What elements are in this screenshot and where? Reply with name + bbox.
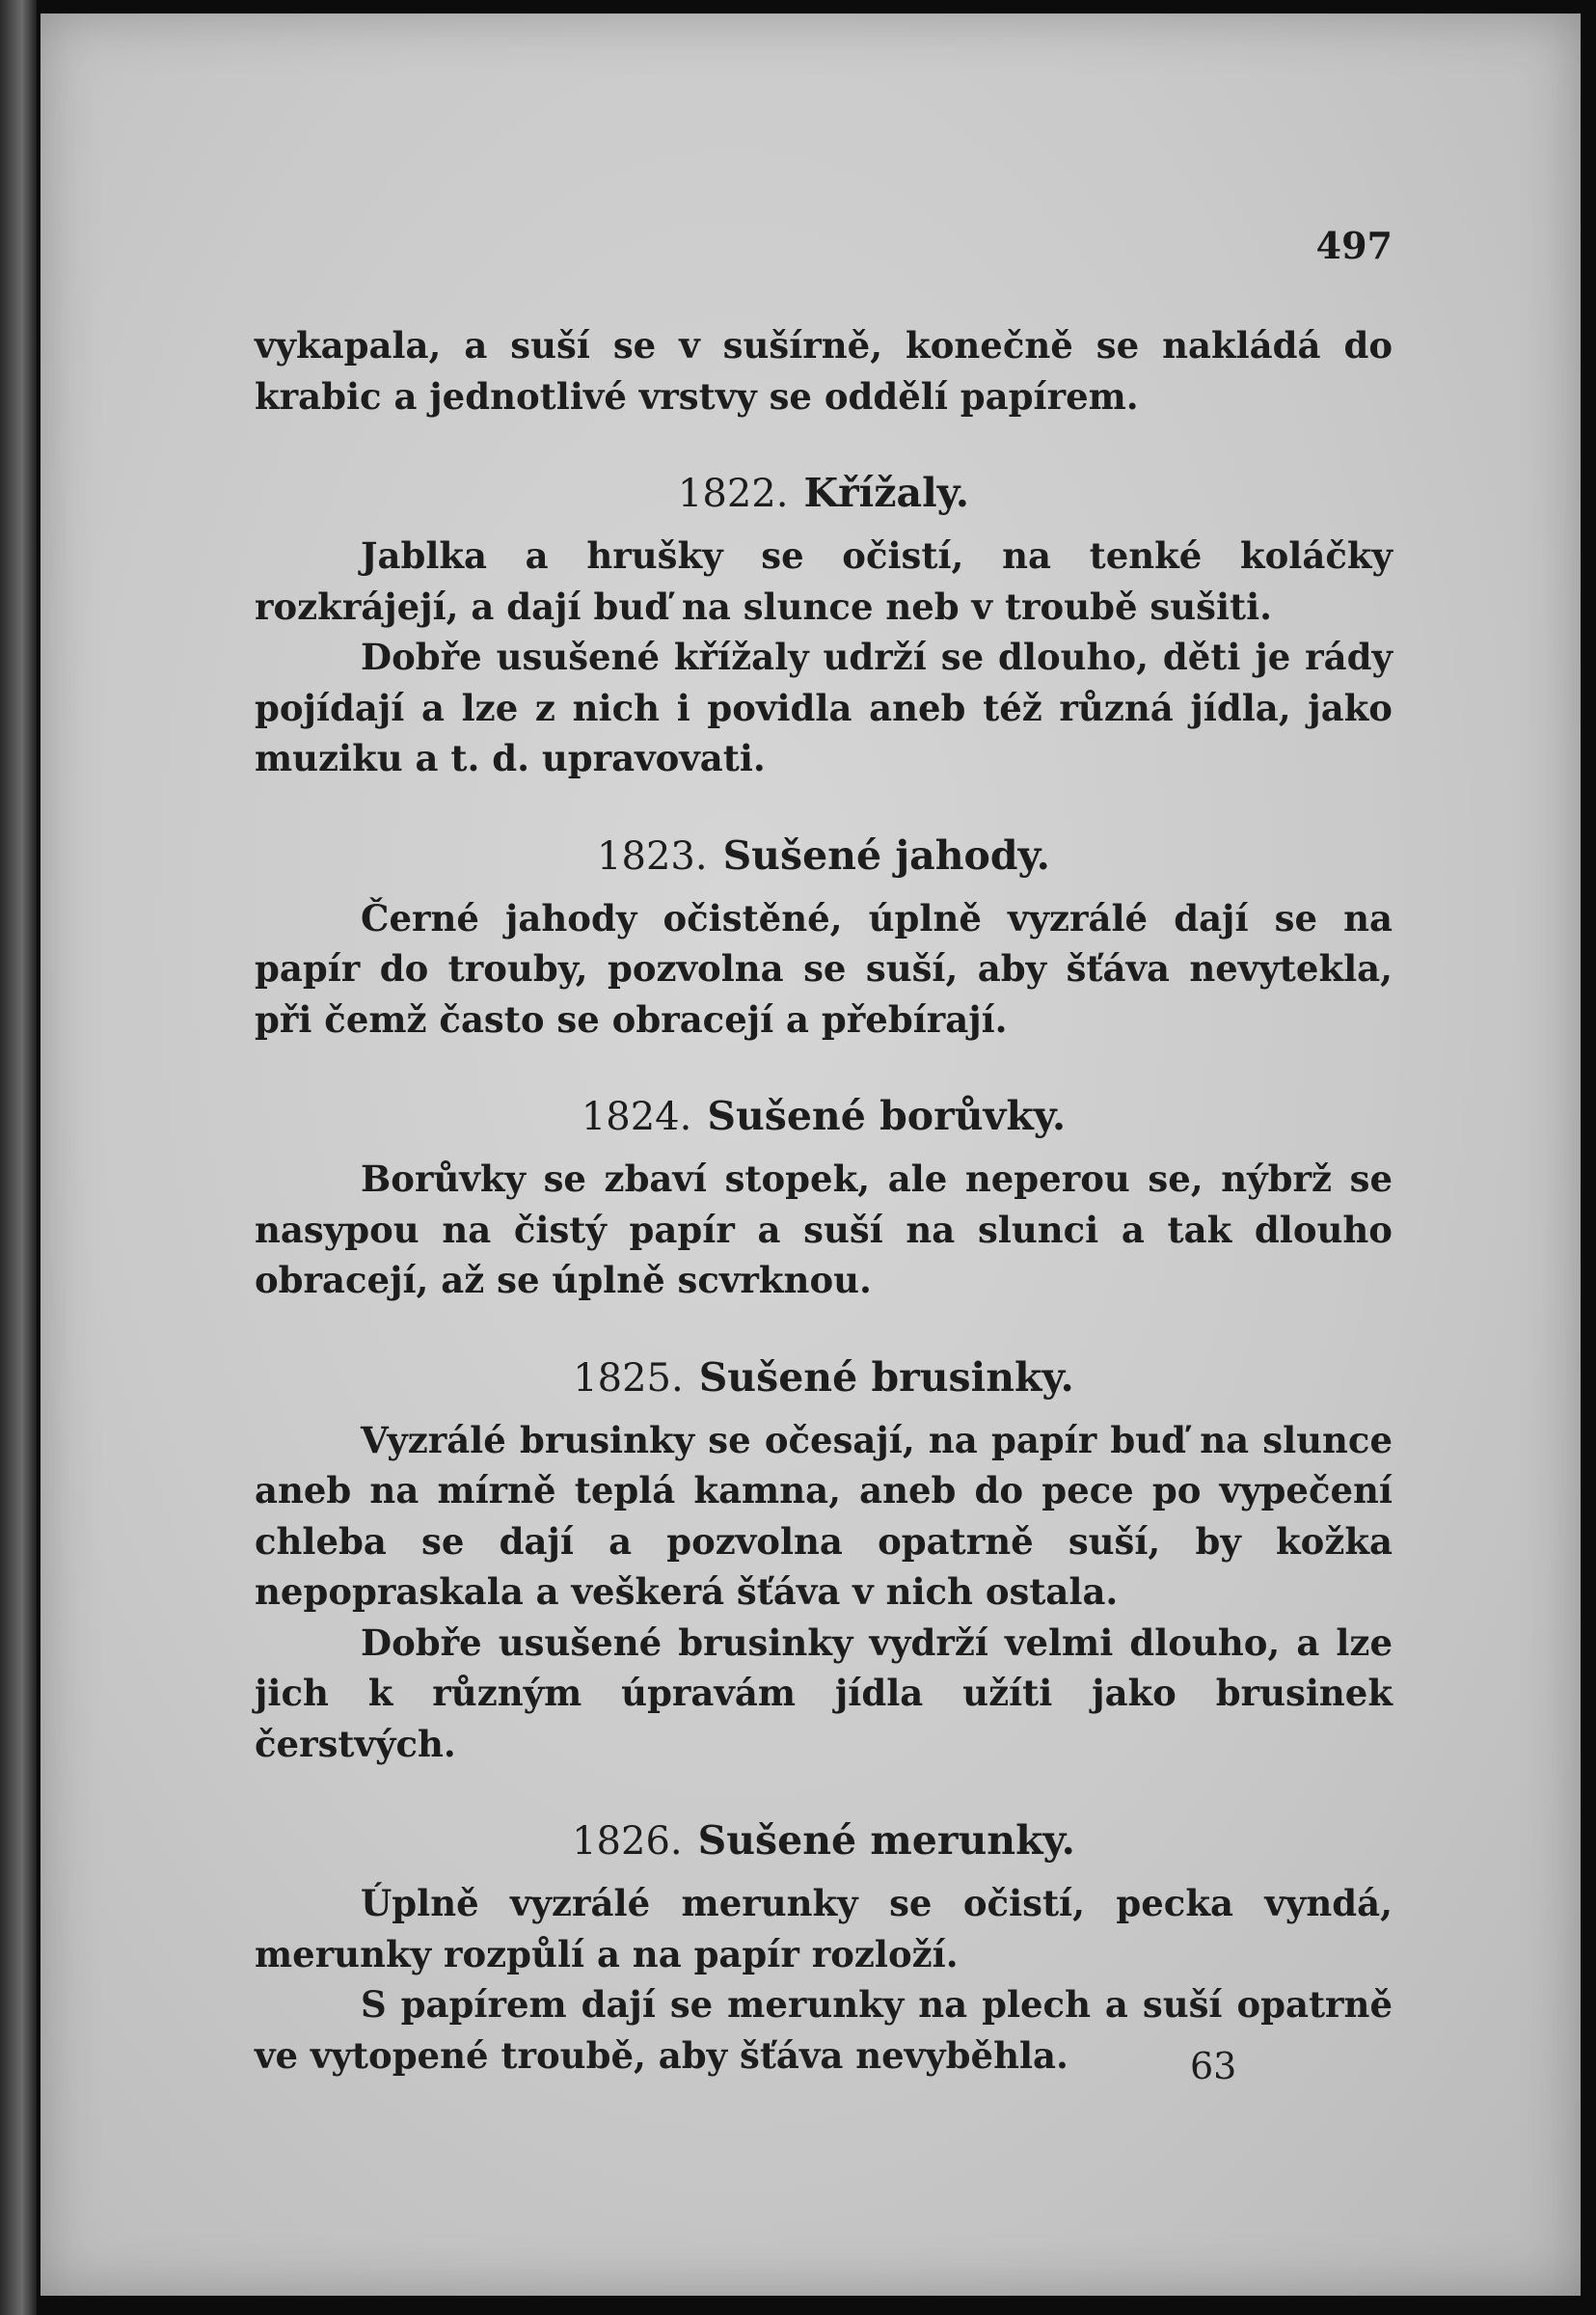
recipe-paragraph: Úplně vyzrálé merunky se očistí, pecka vyndá, merunky rozpůlí a na papír rozloží. [255,1882,1393,1975]
recipe-number: 1825. [573,1355,684,1401]
recipe-heading [255,1815,1393,1866]
recipe-paragraph: Dobře usušené brusinky vydrží velmi dlouho, a lze jich k různým úpravám jídla užíti jako brusinek čerstvých. [255,1620,1393,1765]
recipe-heading [255,1352,1393,1403]
recipe-paragraph: Dobře usušené křížaly udrží se dlouho, děti je rády pojídají a lze z nich i povidla aneb též různá jídla, jako muziku a t. d. upravovati. [255,636,1393,779]
book-page [41,14,1581,2296]
recipe-number: 1826. [572,1819,683,1864]
recipe-number: 1824. [581,1095,692,1139]
recipe-title: Sušené jahody. [722,831,1050,879]
page-text [255,320,1393,2081]
signature-mark: 63 [1190,2045,1237,2087]
recipe-paragraph: Černé jahody očistěné, úplně vyzrálé dají se na papír do trouby, pozvolna se suší, aby šťáva nevytekla, při čemž často se obracejí a přebírají. [255,896,1393,1041]
recipe-paragraph: S papírem dají se merunky na plech a suší opatrně ve vytopené troubě, aby šťáva nevyběhla. [255,1983,1393,2077]
book-spine-edge [0,0,37,2315]
recipe-paragraph: Vyzrálé brusinky se očesají, na papír buď na slunce aneb na mírně teplá kamna, aneb do pece po vypečení chleba se dají a pozvolna opatrně suší, by kožka nepopraskala a veškerá šťáva v nich ostala. [255,1418,1393,1613]
recipe-paragraph: Borůvky se zbaví stopek, ale neperou se, nýbrž se nasypou na čistý papír a suší na slunci a tak dlouho obracejí, až se úplně scvrknou. [255,1158,1393,1301]
recipe-number: 1822. [677,472,789,516]
recipe-title: Sušené merunky. [697,1817,1075,1864]
recipe-title: Sušené brusinky. [698,1353,1074,1401]
recipe-paragraph: Jablka a hrušky se očistí, na tenké koláčky rozkrájejí, a dají buď na slunce neb v troubě sušiti. [255,534,1393,628]
recipe-heading [255,831,1393,882]
recipe-title: Křížaly. [803,470,970,516]
recipe-heading [255,468,1393,519]
recipe-number: 1823. [597,833,708,879]
recipe-heading [255,1091,1393,1142]
continuation-paragraph: vykapala, a suší se v sušírně, konečně se nakládá do krabic a jednotlivé vrstvy se oddělí papírem. [255,324,1393,418]
recipe-title: Sušené borůvky. [707,1093,1067,1139]
page-number: 497 [1315,224,1393,267]
